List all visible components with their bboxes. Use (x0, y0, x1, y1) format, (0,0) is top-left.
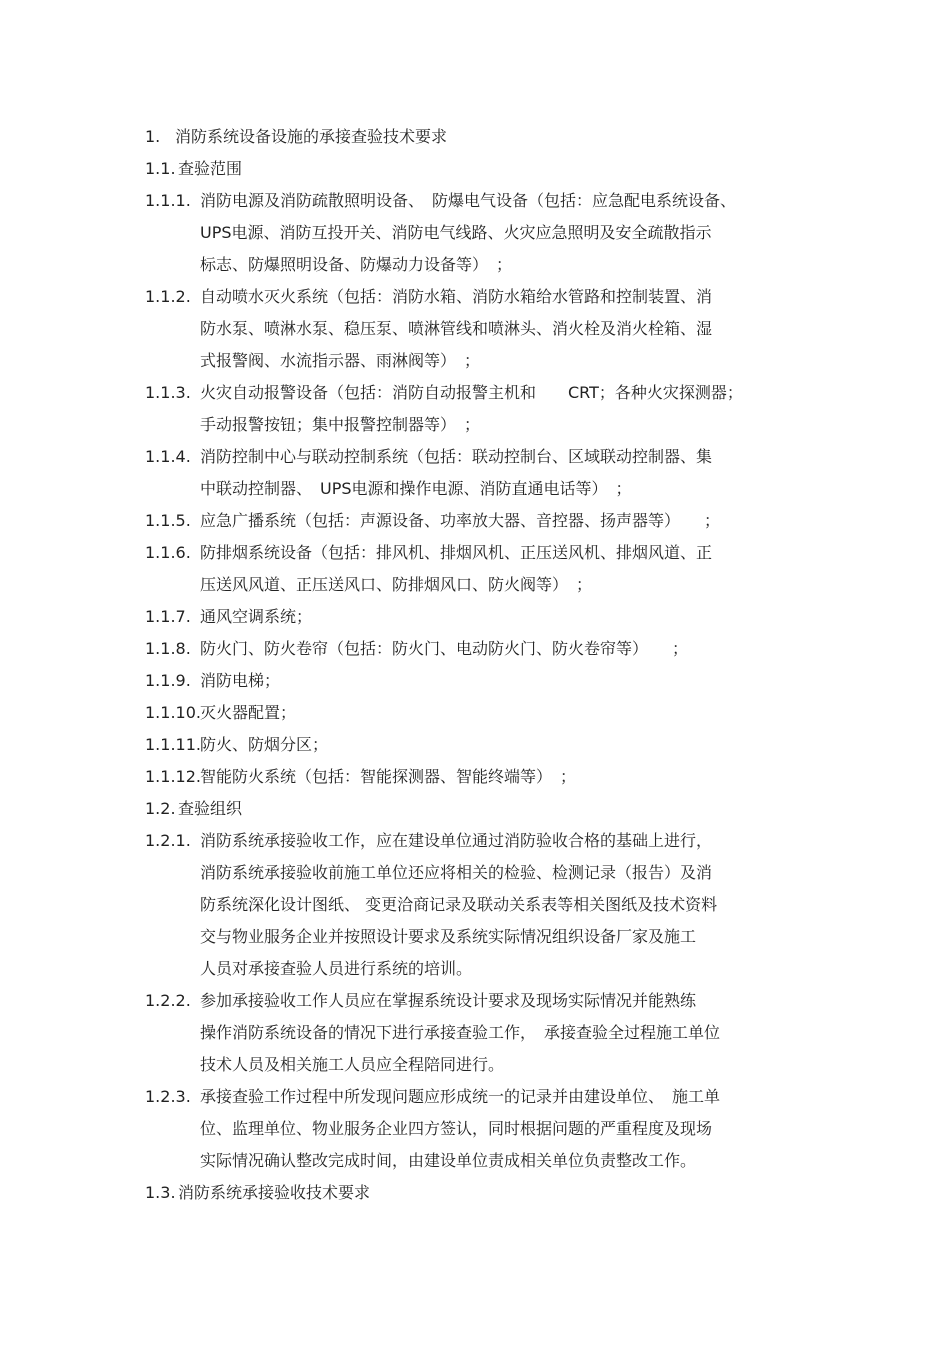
item-text-line: 技术人员及相关施工人员应全程陪同进行。 (200, 1055, 505, 1074)
item-text-line: 标志、防爆照明设备、防爆动力设备等） ； (200, 255, 513, 274)
item-number: 1.1.12. (145, 767, 201, 786)
item-text-line: 智能防火系统（包括：智能探测器、智能终端等） ； (200, 767, 577, 786)
heading-number: 1. (145, 127, 161, 146)
heading-1-2 (145, 793, 815, 825)
item-number: 1.1.10. (145, 703, 201, 722)
item-text-line: 消防系统承接验收工作，应在建设单位通过消防验收合格的基础上进行， (200, 831, 713, 850)
list-item-1-1-4 (145, 441, 815, 505)
item-text-line: 防排烟系统设备（包括：排风机、排烟风机、正压送风机、排烟风道、正 (200, 543, 713, 562)
heading-1 (145, 121, 815, 153)
item-number: 1.2.3. (145, 1087, 191, 1106)
item-text-line: 通风空调系统； (200, 607, 313, 626)
item-text-line: 应急广播系统（包括：声源设备、功率放大器、音控器、扬声器等） ； (200, 511, 721, 530)
list-item-1-1-6 (145, 537, 815, 601)
item-text-line: 消防电源及消防疏散照明设备、 防爆电气设备（包括：应急配电系统设备、 (200, 191, 737, 210)
item-text-line: 手动报警按钮；集中报警控制器等） ； (200, 415, 481, 434)
item-text-line: 防系统深化设计图纸、 变更洽商记录及联动关系表等相关图纸及技术资料 (200, 895, 718, 914)
item-text-line: 人员对承接查验人员进行系统的培训。 (200, 959, 473, 978)
heading-number: 1.1. (145, 159, 176, 178)
list-item-1-1-3 (145, 377, 815, 441)
list-item-1-2-2 (145, 985, 815, 1081)
item-text-line: 火灾自动报警设备（包括：消防自动报警主机和 CRT；各种火灾探测器； (200, 383, 743, 402)
list-item-1-1-1 (145, 185, 815, 281)
item-number: 1.1.7. (145, 607, 191, 626)
item-number: 1.2.2. (145, 991, 191, 1010)
item-text-line: 防火门、防火卷帘（包括：防火门、电动防火门、防火卷帘等） ； (200, 639, 689, 658)
heading-text: 消防系统设备设施的承接查验技术要求 (175, 127, 448, 146)
item-number: 1.1.4. (145, 447, 191, 466)
list-item-1-1-5 (145, 505, 815, 537)
item-number: 1.2.1. (145, 831, 191, 850)
item-text-line: 自动喷水灭火系统（包括：消防水箱、消防水箱给水管路和控制装置、消 (200, 287, 713, 306)
item-text-line: 参加承接验收工作人员应在掌握系统设计要求及现场实际情况并能熟练 (200, 991, 697, 1010)
item-text-line: 消防系统承接验收前施工单位还应将相关的检验、检测记录（报告）及消 (200, 863, 713, 882)
item-text-line: 中联动控制器、 UPS电源和操作电源、消防直通电话等） ； (200, 479, 632, 498)
item-number: 1.1.9. (145, 671, 191, 690)
item-text-line: 操作消防系统设备的情况下进行承接查验工作， 承接查验全过程施工单位 (200, 1023, 721, 1042)
item-text-line: 灭火器配置； (200, 703, 297, 722)
item-text-line: 承接查验工作过程中所发现问题应形成统一的记录并由建设单位、 施工单 (200, 1087, 721, 1106)
heading-text: 消防系统承接验收技术要求 (178, 1183, 371, 1202)
item-text-line: 实际情况确认整改完成时间，由建设单位责成相关单位负责整改工作。 (200, 1151, 697, 1170)
item-text-line: 位、监理单位、物业服务企业四方签认，同时根据问题的严重程度及现场 (200, 1119, 713, 1138)
heading-number: 1.2. (145, 799, 176, 818)
list-item-1-1-8 (145, 633, 815, 665)
item-text-line: 防火、防烟分区； (200, 735, 329, 754)
item-text-line: 交与物业服务企业并按照设计要求及系统实际情况组织设备厂家及施工 (200, 927, 697, 946)
item-text-line: 消防控制中心与联动控制系统（包括：联动控制台、区域联动控制器、集 (200, 447, 713, 466)
item-text-line: 防水泵、喷淋水泵、稳压泵、喷淋管线和喷淋头、消火栓及消火栓箱、湿 (200, 319, 713, 338)
item-number: 1.1.5. (145, 511, 191, 530)
heading-1-3 (145, 1177, 815, 1209)
item-number: 1.1.6. (145, 543, 191, 562)
item-text-line: UPS电源、消防互投开关、消防电气线路、火灾应急照明及安全疏散指示 (200, 223, 712, 242)
list-item-1-1-2 (145, 281, 815, 377)
item-number: 1.1.3. (145, 383, 191, 402)
list-item-1-2-1 (145, 825, 815, 985)
item-number: 1.1.8. (145, 639, 191, 658)
heading-text: 查验范围 (178, 159, 243, 178)
item-number: 1.1.2. (145, 287, 191, 306)
item-text-line: 消防电梯； (200, 671, 281, 690)
list-item-1-1-10 (145, 697, 815, 729)
heading-number: 1.3. (145, 1183, 176, 1202)
heading-text: 查验组织 (178, 799, 243, 818)
list-item-1-1-9 (145, 665, 815, 697)
list-item-1-1-7 (145, 601, 815, 633)
heading-1-1 (145, 153, 815, 185)
list-item-1-1-12 (145, 761, 815, 793)
item-text-line: 压送风风道、正压送风口、防排烟风口、防火阀等） ； (200, 575, 593, 594)
item-number: 1.1.1. (145, 191, 191, 210)
list-item-1-2-3 (145, 1081, 815, 1177)
item-number: 1.1.11. (145, 735, 201, 754)
item-text-line: 式报警阀、水流指示器、雨淋阀等） ； (200, 351, 481, 370)
list-item-1-1-11 (145, 729, 815, 761)
